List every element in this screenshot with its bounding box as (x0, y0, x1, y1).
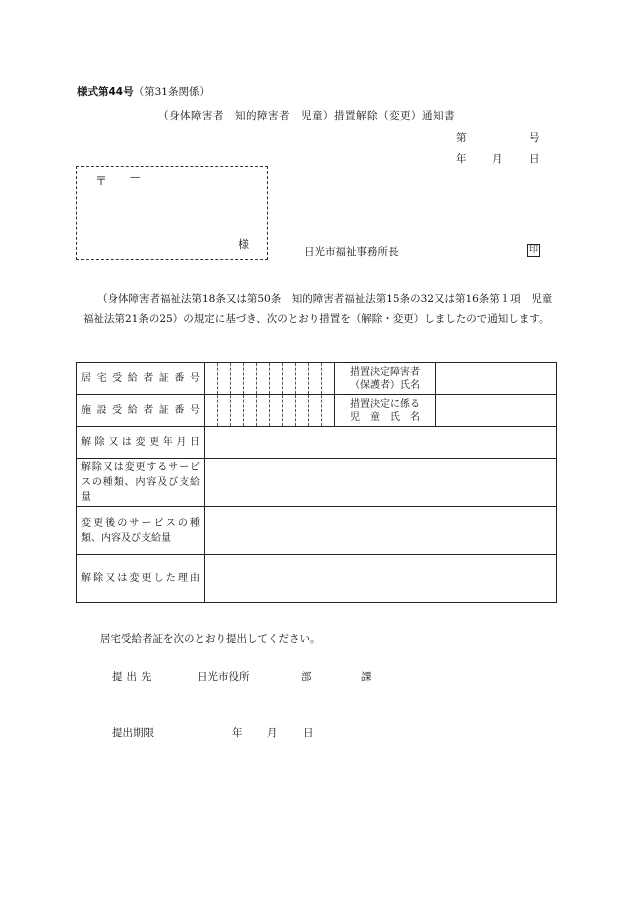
change-date-field[interactable] (205, 427, 557, 459)
issuer-name: 日光市福祉事務所長 (304, 246, 399, 258)
deadline-day: 日 (303, 727, 314, 739)
table-row (77, 555, 557, 603)
info-table (76, 362, 557, 603)
form-number-line (77, 84, 210, 99)
postal-mark: 〒 (95, 174, 108, 188)
facility-cert-digits (205, 395, 335, 427)
deadline-year: 年 (232, 727, 243, 739)
disabled-person-label-line1: 措置決定障害者 (350, 366, 420, 378)
body-text: （身体障害者福祉法第18条又は第50条 知的障害者福祉法第15条の32又は第16条第１項 児童福祉法第21条の25）の規定に基づき、次のとおり措置を（解除・変更）しましたので通知します。 (83, 293, 553, 325)
disabled-person-label (335, 363, 436, 395)
deadline-month: 月 (267, 727, 278, 739)
department-label: 部 (301, 671, 312, 683)
deadline-label: 提出期限 (112, 727, 154, 739)
recipient-honorific: 様 (238, 238, 249, 251)
after-service-field[interactable] (205, 507, 557, 555)
number-suffix: 号 (529, 132, 540, 144)
facility-cert-label: 施設受給者証番号 (77, 395, 205, 427)
child-label (335, 395, 436, 427)
form-related: （第31条関係） (133, 86, 210, 98)
table-row (77, 459, 557, 507)
disabled-person-name-field[interactable] (436, 363, 557, 395)
number-label: 第 (456, 132, 467, 144)
table-row (77, 395, 557, 427)
table-row (77, 427, 557, 459)
table-row (77, 507, 557, 555)
reason-field[interactable] (205, 555, 557, 603)
document-title: （身体障害者 知的障害者 児童）措置解除（変更）通知書 (158, 110, 455, 122)
service-label: 解除又は変更するサービスの種類、内容及び支給量 (77, 459, 205, 507)
child-name-field[interactable] (436, 395, 557, 427)
section-label: 課 (361, 671, 372, 683)
change-date-label: 解除又は変更年月日 (77, 427, 205, 459)
submission-note: 居宅受給者証を次のとおり提出してください。 (100, 633, 321, 645)
date-month: 月 (492, 153, 503, 165)
table-row (77, 363, 557, 395)
disabled-person-label-line2: （保護者）氏名 (350, 379, 420, 391)
home-cert-label: 居宅受給者証番号 (77, 363, 205, 395)
seal-stamp: 印 (528, 245, 538, 255)
child-label-line1: 措置決定に係る (350, 398, 420, 410)
home-cert-digits (205, 363, 335, 395)
child-label-line2: 児 童 氏 名 (350, 411, 420, 423)
destination-office: 日光市役所 (197, 671, 250, 683)
date-year: 年 (456, 153, 467, 165)
reason-label: 解除又は変更した理由 (77, 555, 205, 603)
service-field[interactable] (205, 459, 557, 507)
destination-label: 提出先 (112, 671, 156, 683)
date-day: 日 (529, 153, 540, 165)
form-number: 様式第44号 (77, 86, 134, 98)
postal-dash: — (130, 171, 141, 183)
after-service-label: 変更後のサービスの種類、内容及び支給量 (77, 507, 205, 555)
